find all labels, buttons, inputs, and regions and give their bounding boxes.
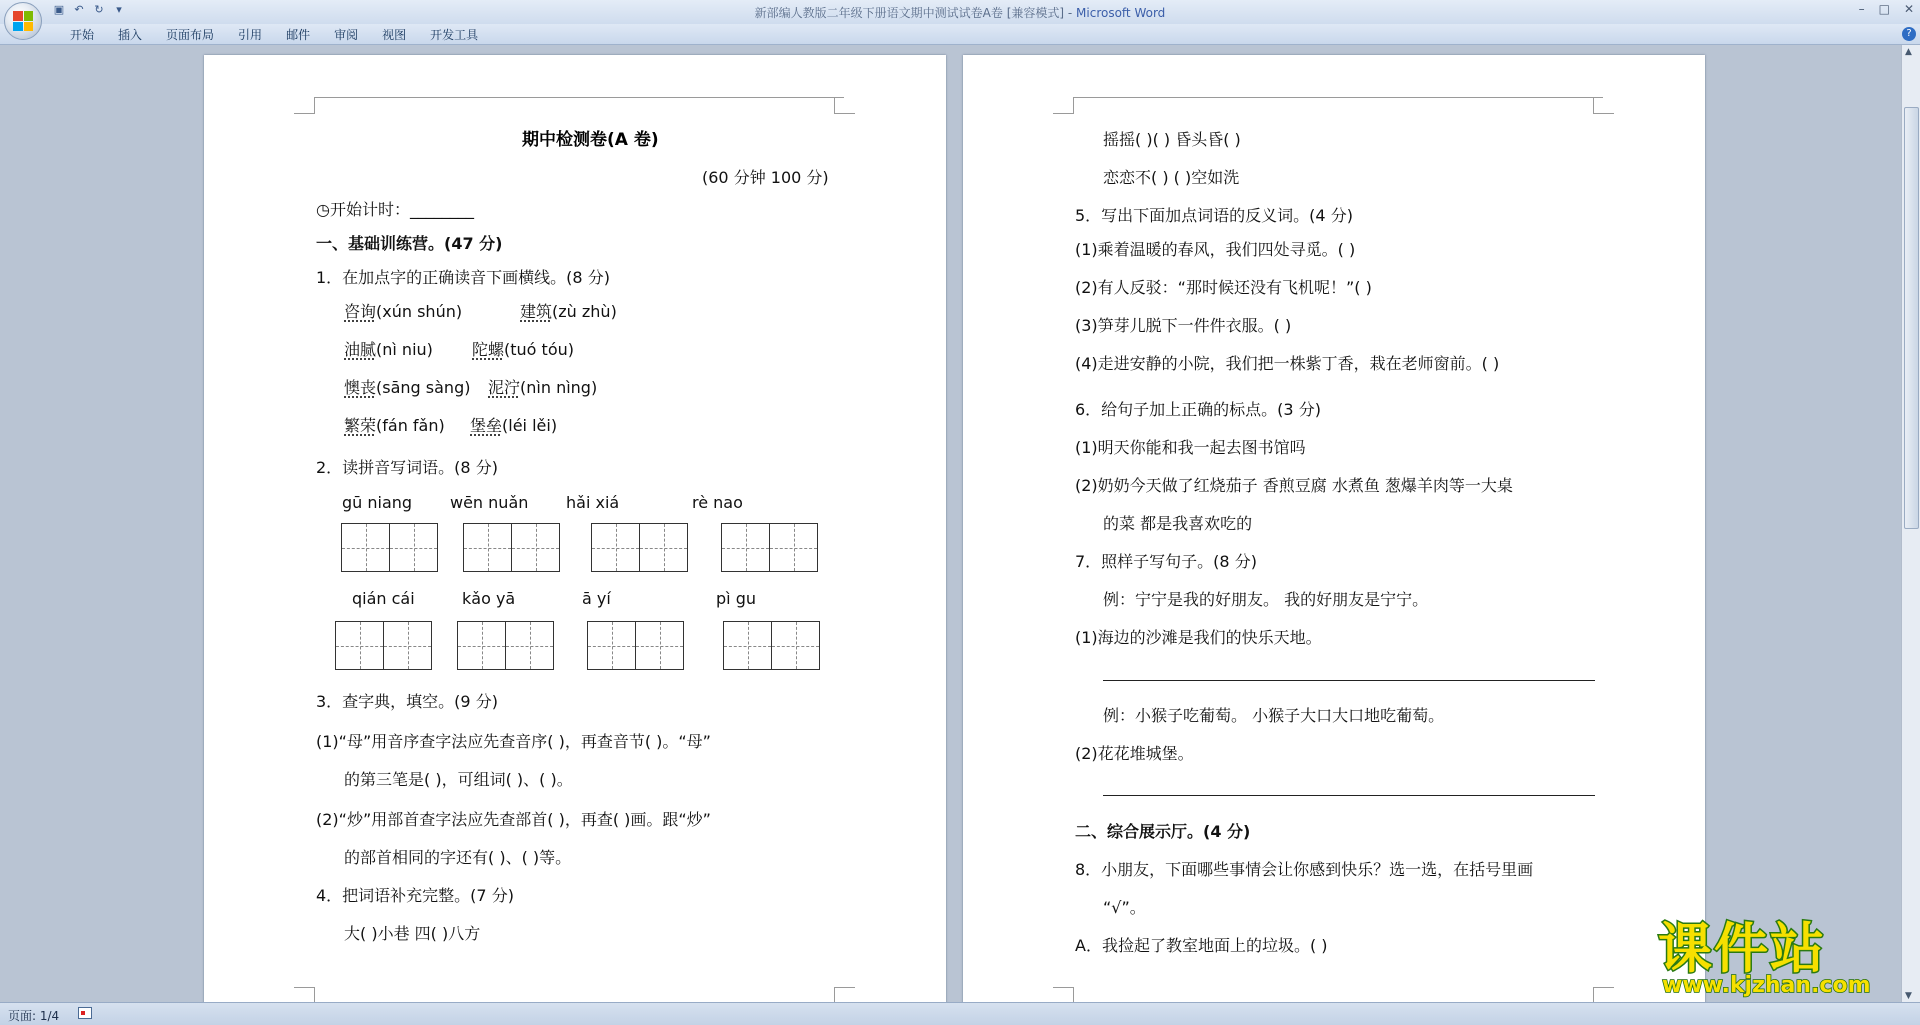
window-controls bbox=[1859, 2, 1914, 16]
timer-label: 开始计时：________ bbox=[329, 200, 474, 219]
question-title: 1．在加点字的正确读音下画横线。(8 分) bbox=[316, 268, 610, 287]
ribbon bbox=[0, 24, 1920, 45]
exam-title: 期中检测卷(A 卷) bbox=[522, 130, 659, 150]
question-title: 3．查字典，填空。(9 分) bbox=[316, 692, 498, 711]
scroll-thumb[interactable] bbox=[1904, 107, 1919, 529]
title-bar bbox=[0, 0, 1920, 24]
close-icon[interactable]: ✕ bbox=[1903, 2, 1914, 16]
question-line: (1)“母”用音序查字法应先查音序( )，再查音节( )。“母” bbox=[316, 732, 711, 751]
crop-mark bbox=[294, 987, 315, 1003]
tab-home[interactable]: 开始 bbox=[70, 28, 95, 42]
writing-grid[interactable] bbox=[588, 621, 684, 670]
status-bar bbox=[0, 1002, 1920, 1025]
pinyin-label: pì gu bbox=[716, 589, 756, 608]
writing-grid[interactable] bbox=[724, 621, 820, 670]
example-line: 例：小猴子吃葡萄。 小猴子大口大口地吃葡萄。 bbox=[1103, 706, 1445, 725]
pinyin-label: qián cái bbox=[352, 589, 415, 608]
maximize-icon[interactable]: □ bbox=[1878, 2, 1890, 16]
redo-icon[interactable]: ↻ bbox=[94, 3, 104, 16]
undo-icon[interactable]: ↶ bbox=[74, 3, 84, 16]
pinyin-label: rè nao bbox=[692, 493, 743, 512]
question-line: “√”。 bbox=[1103, 898, 1146, 917]
clock-icon: ◷ bbox=[316, 200, 330, 219]
answer-line[interactable] bbox=[1103, 680, 1595, 681]
question-line: (2)奶奶今天做了红烧茄子 香煎豆腐 水煮鱼 葱爆羊肉等一大桌 bbox=[1075, 476, 1513, 495]
question-title: 2．读拼音写词语。(8 分) bbox=[316, 458, 498, 477]
question-line: 的部首相同的字还有( )、( )等。 bbox=[344, 848, 572, 867]
watermark-url: www.kjzhan.com bbox=[1662, 973, 1871, 998]
question-line: 大( )小巷 四( )八方 bbox=[344, 924, 481, 943]
minimize-icon[interactable]: – bbox=[1858, 2, 1865, 16]
pinyin-label: kǎo yā bbox=[462, 589, 516, 608]
watermark bbox=[1658, 917, 1898, 999]
tab-mailings[interactable]: 邮件 bbox=[286, 28, 311, 42]
time-score: (60 分钟 100 分) bbox=[702, 168, 829, 187]
header-line bbox=[314, 97, 844, 98]
question-line: (1)海边的沙滩是我们的快乐天地。 bbox=[1075, 628, 1322, 647]
ribbon-tabs bbox=[58, 28, 490, 44]
vertical-scrollbar[interactable] bbox=[1901, 45, 1920, 1003]
tab-page-layout[interactable]: 页面布局 bbox=[166, 28, 215, 42]
crop-mark bbox=[1053, 97, 1074, 114]
save-icon[interactable]: ▣ bbox=[53, 3, 65, 16]
question-line: 恋恋不( ) ( )空如洗 bbox=[1103, 168, 1240, 187]
document-workspace bbox=[0, 45, 1902, 1003]
office-button[interactable] bbox=[4, 2, 42, 40]
pinyin-label: wēn nuǎn bbox=[450, 493, 529, 512]
pinyin-label: gū niang bbox=[342, 493, 413, 512]
pinyin-item: 堡垒(léi lěi) bbox=[470, 416, 558, 435]
question-line: 的第三笔是( )，可组词( )、( )。 bbox=[344, 770, 573, 789]
question-title: 6．给句子加上正确的标点。(3 分) bbox=[1075, 400, 1321, 419]
tab-view[interactable]: 视图 bbox=[382, 28, 407, 42]
tab-developer[interactable]: 开发工具 bbox=[430, 28, 479, 42]
crop-mark bbox=[294, 97, 315, 114]
question-line: (2)有人反驳：“那时候还没有飞机呢！”( ) bbox=[1075, 278, 1372, 297]
app-name: Microsoft Word bbox=[1076, 6, 1166, 20]
crop-mark bbox=[834, 987, 855, 1003]
question-line: (2)“炒”用部首查字法应先查部首( )，再查( )画。跟“炒” bbox=[316, 810, 711, 829]
watermark-logo: 课件站 bbox=[1658, 917, 1826, 980]
question-line: 摇摇( )( ) 昏头昏( ) bbox=[1103, 130, 1241, 149]
tab-insert[interactable]: 插入 bbox=[118, 28, 143, 42]
writing-grid[interactable] bbox=[722, 523, 818, 572]
writing-grid[interactable] bbox=[464, 523, 560, 572]
example-line: 例：宁宁是我的好朋友。 我的好朋友是宁宁。 bbox=[1103, 590, 1429, 609]
crop-mark bbox=[1593, 987, 1614, 1003]
pinyin-item: 泥泞(nìn nìng) bbox=[488, 378, 598, 397]
writing-grid[interactable] bbox=[336, 621, 432, 670]
page-count[interactable]: 页面: 1/4 bbox=[8, 1009, 60, 1023]
question-title: 5．写出下面加点词语的反义词。(4 分) bbox=[1075, 206, 1353, 225]
question-line: (1)明天你能和我一起去图书馆吗 bbox=[1075, 438, 1306, 457]
macro-record-icon[interactable] bbox=[78, 1007, 92, 1019]
pinyin-label: hǎi xiá bbox=[566, 493, 620, 512]
question-line: (4)走进安静的小院，我们把一株紫丁香，栽在老师窗前。( ) bbox=[1075, 354, 1500, 373]
pinyin-item: 陀螺(tuó tóu) bbox=[472, 340, 574, 359]
section-heading: 二、综合展示厅。(4 分) bbox=[1075, 822, 1251, 841]
tab-review[interactable]: 审阅 bbox=[334, 28, 359, 42]
section-heading: 一、基础训练营。(47 分) bbox=[316, 234, 503, 253]
pinyin-item: 建筑(zù zhù) bbox=[520, 302, 617, 321]
page-2[interactable] bbox=[963, 55, 1705, 1003]
writing-grid[interactable] bbox=[458, 621, 554, 670]
office-logo-icon bbox=[13, 11, 33, 31]
page-1[interactable] bbox=[204, 55, 946, 1003]
question-line: (2)花花堆城堡。 bbox=[1075, 744, 1194, 763]
tab-references[interactable]: 引用 bbox=[238, 28, 263, 42]
pinyin-item: 懊丧(sāng sàng) bbox=[344, 378, 471, 397]
question-title: 4．把词语补充完整。(7 分) bbox=[316, 886, 514, 905]
question-line: (1)乘着温暖的春风，我们四处寻觅。( ) bbox=[1075, 240, 1356, 259]
crop-mark bbox=[834, 97, 855, 114]
pinyin-label: ā yí bbox=[582, 589, 611, 608]
question-line: A．我捡起了教室地面上的垃圾。( ) bbox=[1075, 936, 1328, 955]
scroll-down-icon[interactable]: ▼ bbox=[1905, 991, 1912, 1001]
question-title: 8．小朋友，下面哪些事情会让你感到快乐？选一选，在括号里画 bbox=[1075, 860, 1534, 879]
writing-grid[interactable] bbox=[342, 523, 438, 572]
crop-mark bbox=[1053, 987, 1074, 1003]
question-line: (3)笋芽儿脱下一件件衣服。( ) bbox=[1075, 316, 1292, 335]
writing-grid[interactable] bbox=[592, 523, 688, 572]
customize-qat-icon[interactable]: ▾ bbox=[116, 3, 122, 16]
timer-row bbox=[316, 197, 474, 220]
document-title: 新部编人教版二年级下册语文期中测试试卷A卷 [兼容模式] - bbox=[754, 6, 1077, 20]
question-line: 的菜 都是我喜欢吃的 bbox=[1103, 514, 1253, 533]
header-line bbox=[1073, 97, 1603, 98]
scroll-up-icon[interactable]: ▲ bbox=[1905, 47, 1912, 57]
pinyin-item: 咨询(xún shún) bbox=[344, 302, 463, 321]
help-icon[interactable]: ? bbox=[1902, 27, 1916, 41]
pinyin-item: 繁荣(fán fǎn) bbox=[344, 416, 445, 435]
question-title: 7．照样子写句子。(8 分) bbox=[1075, 552, 1257, 571]
answer-line[interactable] bbox=[1103, 795, 1595, 796]
crop-mark bbox=[1593, 97, 1614, 114]
pinyin-item: 油腻(nì niu) bbox=[344, 340, 433, 359]
window-title bbox=[0, 4, 1920, 21]
